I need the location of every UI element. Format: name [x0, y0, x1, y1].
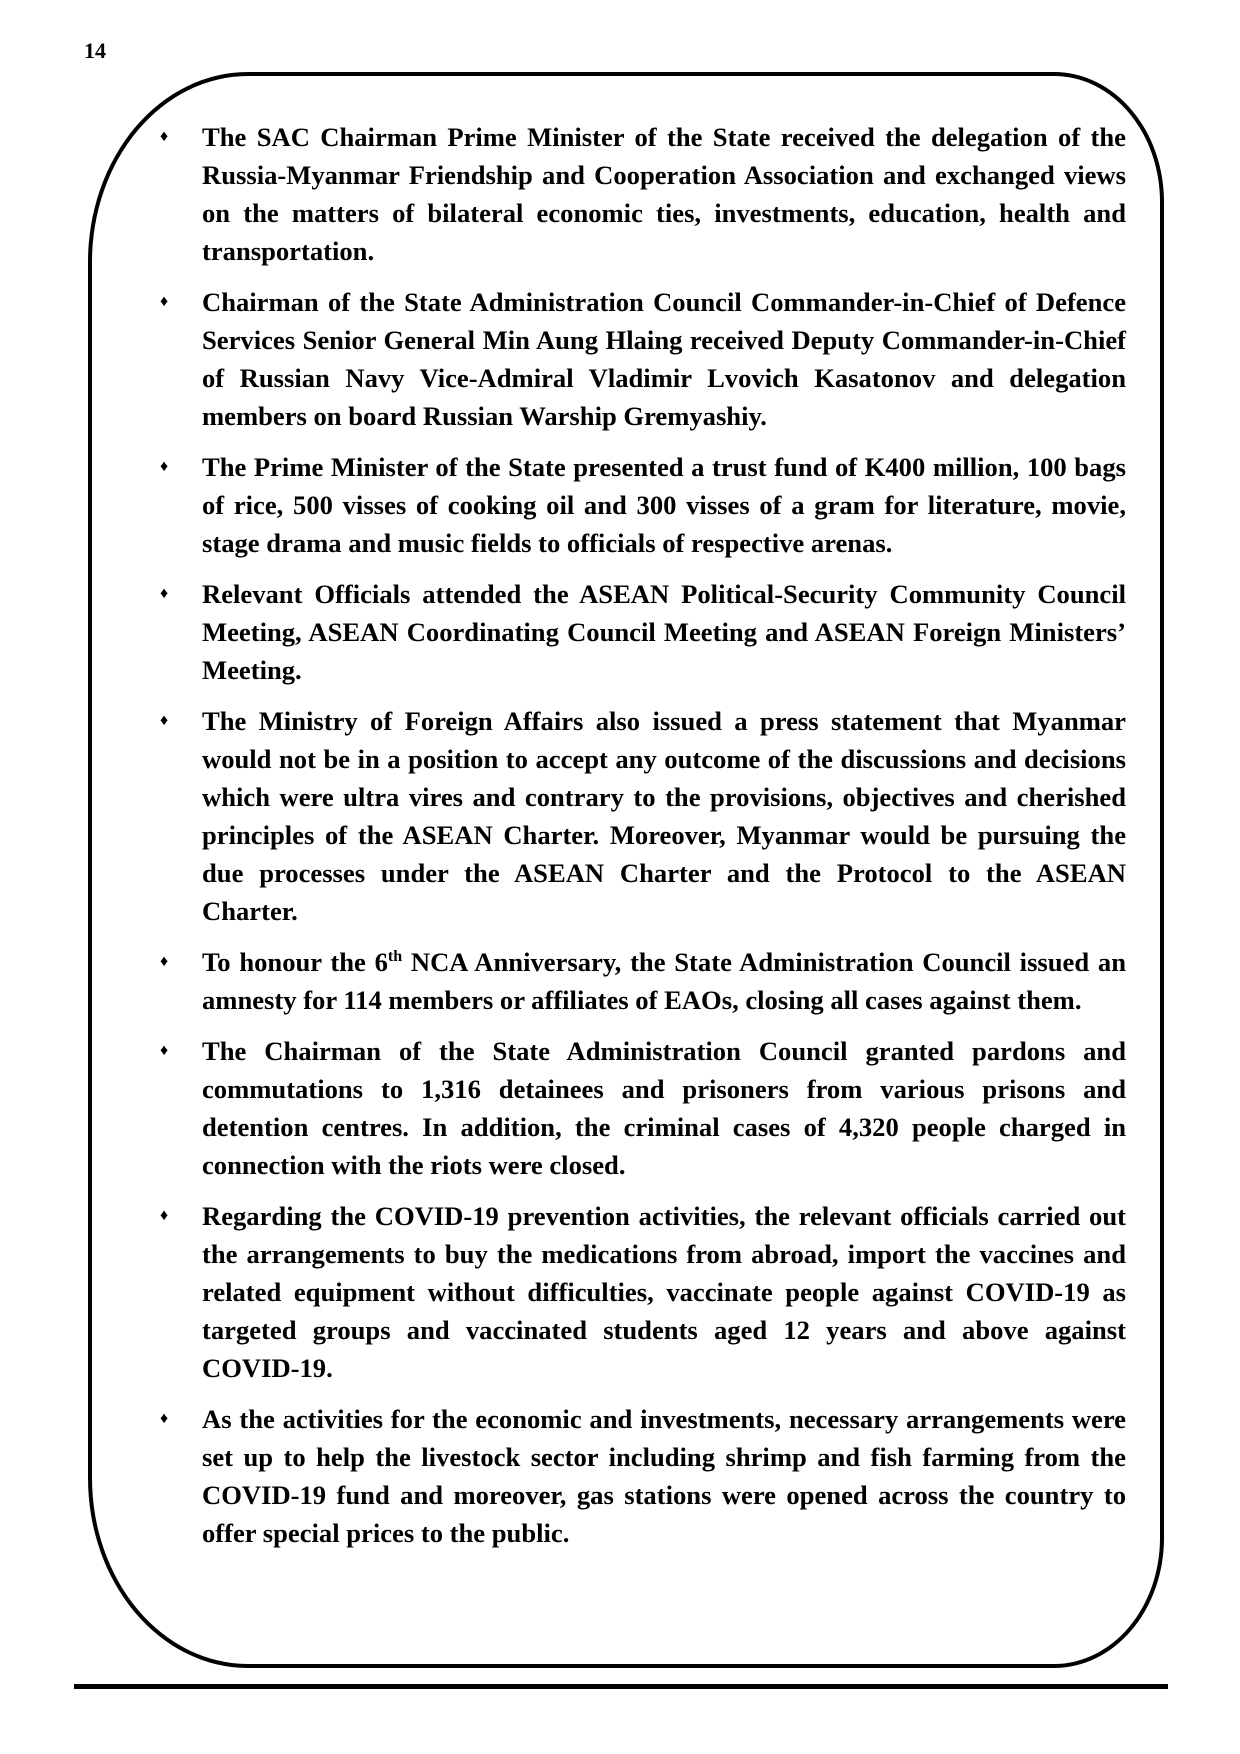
item-text: The SAC Chairman Prime Minister of the State received the delegation of the Russia-Myanmar Friendship and Cooperation Association and exchanged views on the matters of bilateral economic ties, investments, education, health and transportation.: [202, 122, 1126, 266]
list-item: [160, 448, 1126, 562]
list-item: [160, 283, 1126, 435]
ordinal-suffix: th: [387, 948, 403, 966]
diamond-bullet-icon: ♦: [160, 1410, 169, 1427]
list-item: [160, 118, 1126, 270]
list-item: [160, 702, 1126, 930]
list-item: [160, 1197, 1126, 1387]
item-text: The Ministry of Foreign Affairs also issued a press statement that Myanmar would not be in a position to accept any outcome of the discussions and decisions which were ultra vires and contrary to the provisions, objectives and cherished principles of the ASEAN Charter. Moreover, Myanmar would be pursuing the due processes under the ASEAN Charter and the Protocol to the ASEAN Charter.: [202, 706, 1126, 926]
list-item: [160, 1400, 1126, 1552]
diamond-bullet-icon: ♦: [160, 293, 169, 310]
item-text: The Chairman of the State Administration Council granted pardons and commutations to 1,316 detainees and prisoners from various prisons and detention centres. In addition, the criminal cases of 4,320 people charged in connection with the riots were closed.: [202, 1036, 1126, 1180]
list-item: [160, 1032, 1126, 1184]
item-text-start: To honour the 6: [202, 947, 388, 977]
item-text: Chairman of the State Administration Council Commander-in-Chief of Defence Services Senior General Min Aung Hlaing received Deputy Commander-in-Chief of Russian Navy Vice-Admiral Vladimir Lvovich Kasatonov and delegation members on board Russian Warship Gremyashiy.: [202, 287, 1126, 431]
item-text: The Prime Minister of the State presented a trust fund of K400 million, 100 bags of rice, 500 visses of cooking oil and 300 visses of a gram for literature, movie, stage drama and music fields to officials of respective arenas.: [202, 452, 1126, 558]
bullet-list: [160, 118, 1126, 1565]
item-text: Relevant Officials attended the ASEAN Political-Security Community Council Meeting, ASEAN Coordinating Council Meeting and ASEAN Foreign Ministers’ Meeting.: [202, 579, 1126, 685]
diamond-bullet-icon: ♦: [160, 953, 169, 970]
list-item: [160, 575, 1126, 689]
diamond-bullet-icon: ♦: [160, 1207, 169, 1224]
item-text: As the activities for the economic and investments, necessary arrangements were set up to help the livestock sector including shrimp and fish farming from the COVID-19 fund and moreover, gas stations were opened across the country to offer special prices to the public.: [202, 1404, 1126, 1548]
diamond-bullet-icon: ♦: [160, 128, 169, 145]
diamond-bullet-icon: ♦: [160, 458, 169, 475]
diamond-bullet-icon: ♦: [160, 585, 169, 602]
list-item: [160, 943, 1126, 1019]
bottom-rule: [74, 1684, 1168, 1689]
diamond-bullet-icon: ♦: [160, 712, 169, 729]
item-text: [202, 947, 1126, 1015]
item-text: Regarding the COVID-19 prevention activities, the relevant officials carried out the arrangements to buy the medications from abroad, import the vaccines and related equipment without difficulties, vaccinate people against COVID-19 as targeted groups and vaccinated students aged 12 years and above against COVID-19.: [202, 1201, 1126, 1383]
page-number: 14: [84, 38, 106, 63]
diamond-bullet-icon: ♦: [160, 1042, 169, 1059]
item-text-end: NCA Anniversary, the State Administration Council issued an amnesty for 114 members or affiliates of EAOs, closing all cases against them.: [202, 947, 1126, 1015]
